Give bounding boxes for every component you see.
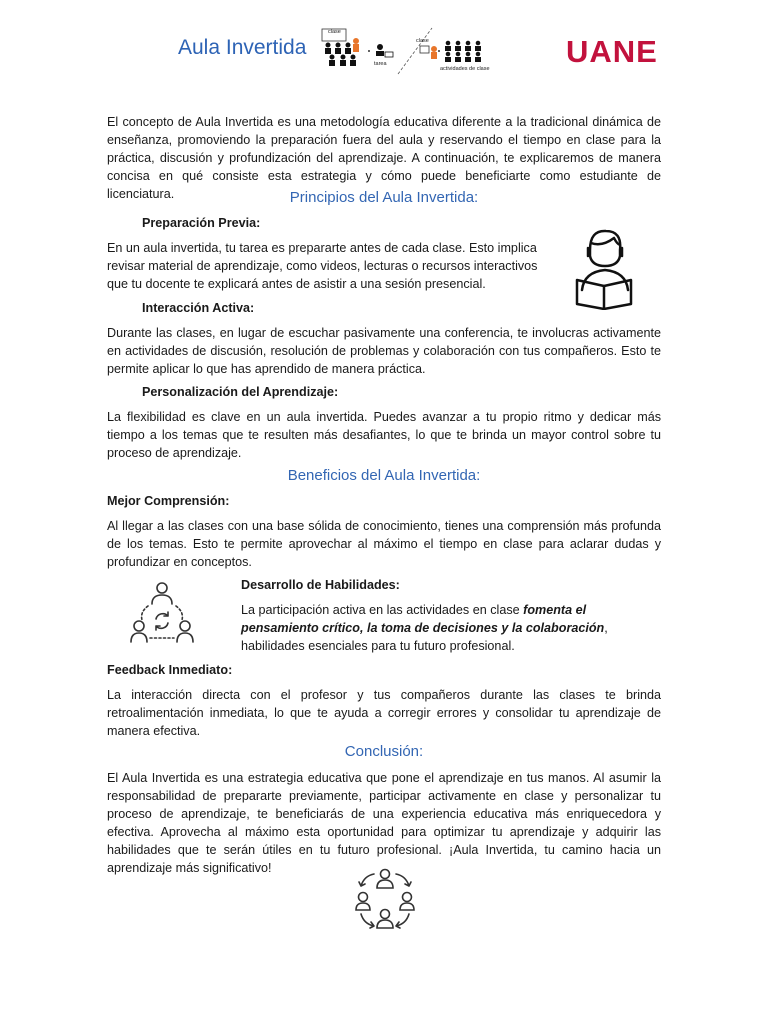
preparacion-title: Preparación Previa: <box>142 216 261 230</box>
beneficios-heading: Beneficios del Aula Invertida: <box>287 467 481 484</box>
group-collaboration-icon <box>130 580 194 646</box>
comprension-title: Mejor Comprensión: <box>107 494 230 508</box>
habilidades-text <box>241 601 661 655</box>
people-network-icon <box>354 866 416 930</box>
uane-logo: UANE <box>566 34 658 69</box>
comprension-text: Al llegar a las clases con una base sólida de conocimiento, tienes una comprensión más profunda de los temas. Esto te permite aprovechar al máximo el tiempo en clase para aclarar dudas y profundizar en conceptos. <box>107 519 661 569</box>
intro-paragraph: El concepto de Aula Invertida es una metodología educativa diferente a la tradicional dinámica de enseñanza, promoviendo la preparación fuera del aula y reservando el tiempo en clase para la práctica, discusión y profundización del aprendizaje. A continuación, te explicaremos de manera concisa en qué consiste esta estrategia y cómo puede beneficiarte como estudiante de licenciatura. <box>107 115 661 201</box>
feedback-text: La interacción directa con el profesor y tus compañeros durante las clases te brinda retroalimentación inmediata, lo que te ayuda a corregir errores y consolidar tu aprendizaje de manera efectiva. <box>107 688 661 738</box>
preparacion-text: En un aula invertida, tu tarea es prepararte antes de cada clase. Esto implica revisar material de aprendizaje, como videos, lecturas o recursos interactivos que tu docente te explicará antes de asistir a una sesión presencial. <box>107 241 538 291</box>
personalizacion-title: Personalización del Aprendizaje: <box>142 385 339 399</box>
habilidades-text-after: , habilidades esenciales para tu futuro profesional. <box>241 621 608 653</box>
conclusion-heading: Conclusión: <box>344 743 424 760</box>
habilidades-text-emphasis: fomenta el pensamiento crítico, la toma de decisiones y la colaboración <box>241 603 605 635</box>
habilidades-title: Desarrollo de Habilidades: <box>241 578 400 592</box>
document-title: Aula Invertida <box>178 36 307 59</box>
diagram-label-tarea: tarea <box>374 61 387 67</box>
habilidades-text-before: La participación activa en las actividades en clase <box>241 603 524 617</box>
diagram-label-actividades: actividades de clase <box>440 66 490 72</box>
interaccion-title: Interacción Activa: <box>142 301 255 315</box>
student-reading-book-icon <box>572 226 636 310</box>
diagram-label-clase-right: clase <box>416 38 429 44</box>
diagram-label-clase-left: clase <box>328 29 341 35</box>
interaccion-text: Durante las clases, en lugar de escuchar pasivamente una conferencia, te involucras activamente en actividades de discusión, resolución de problemas y colaboración con tus compañeros. Esto te permite aplicar lo que has aprendido de manera práctica. <box>107 326 661 376</box>
flipped-classroom-diagram-icon <box>318 26 494 80</box>
personalizacion-text: La flexibilidad es clave en un aula invertida. Puedes avanzar a tu propio ritmo y dedicar más tiempo a los temas que te resulten más desafiantes, lo que te brinda un mayor control sobre tu proceso de aprendizaje. <box>107 410 661 460</box>
principios-heading: Principios del Aula Invertida: <box>289 189 479 206</box>
feedback-title: Feedback Inmediato: <box>107 663 233 677</box>
conclusion-text: El Aula Invertida es una estrategia educativa que pone el aprendizaje en tus manos. Al asumir la responsabilidad de prepararte previamente, participar activamente en clase y personalizar tu proceso de aprendizaje, te beneficiarás de una experiencia educativa más enriquecedora y efectiva. Aprovecha al máximo esta oportunidad para optimizar tu aprendizaje y adquirir las habilidades que te serán útiles en tu futuro profesional. ¡Aula Invertida, tu camino hacia un aprendizaje más significativo! <box>107 771 661 875</box>
